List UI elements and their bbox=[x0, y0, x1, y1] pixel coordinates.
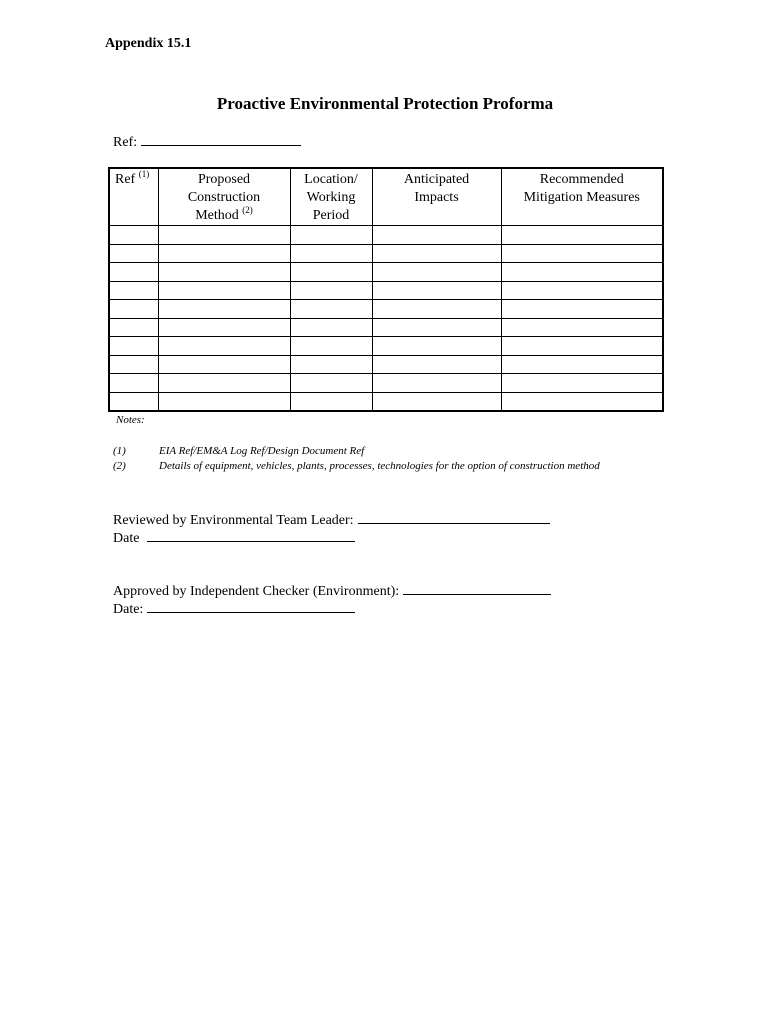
table-cell[interactable] bbox=[501, 392, 663, 411]
table-cell[interactable] bbox=[109, 355, 158, 374]
table-cell[interactable] bbox=[501, 244, 663, 263]
table-body bbox=[109, 226, 663, 412]
note-number: (1) bbox=[113, 445, 126, 457]
column-header-anticipated-impacts: Anticipated Impacts bbox=[372, 168, 501, 226]
table-cell[interactable] bbox=[290, 263, 372, 282]
table-cell[interactable] bbox=[372, 300, 501, 319]
review-date-input-line[interactable] bbox=[147, 529, 355, 542]
table-cell[interactable] bbox=[501, 281, 663, 300]
note-number: (2) bbox=[113, 460, 126, 472]
review-date-label: Date bbox=[113, 531, 140, 546]
table-cell[interactable] bbox=[290, 244, 372, 263]
approval-date-label: Date: bbox=[113, 602, 144, 617]
footnote-marker-1: (1) bbox=[138, 169, 150, 179]
table-cell[interactable] bbox=[158, 392, 290, 411]
table-cell[interactable] bbox=[109, 263, 158, 282]
column-header-construction-method: Proposed Construction Method $^{(2)}$ bbox=[158, 168, 290, 226]
table-row bbox=[109, 226, 663, 245]
table-row bbox=[109, 263, 663, 282]
table-cell[interactable] bbox=[290, 355, 372, 374]
approval-date-field bbox=[113, 600, 355, 618]
table-row bbox=[109, 244, 663, 263]
table-cell[interactable] bbox=[109, 318, 158, 337]
table-cell[interactable] bbox=[372, 244, 501, 263]
table-cell[interactable] bbox=[290, 392, 372, 411]
table-cell[interactable] bbox=[501, 355, 663, 374]
table-cell[interactable] bbox=[109, 374, 158, 393]
table-cell[interactable] bbox=[158, 226, 290, 245]
table-cell[interactable] bbox=[501, 318, 663, 337]
note-text: EIA Ref/EM&A Log Ref/Design Document Ref bbox=[159, 445, 365, 457]
approved-by-input-line[interactable] bbox=[403, 582, 551, 595]
table-cell[interactable] bbox=[372, 318, 501, 337]
ref-input-line[interactable] bbox=[141, 133, 301, 146]
note-text: Details of equipment, vehicles, plants, processes, technologies for the option of construction method bbox=[159, 460, 600, 472]
table-cell[interactable] bbox=[372, 337, 501, 356]
table-cell[interactable] bbox=[501, 263, 663, 282]
table-cell[interactable] bbox=[109, 281, 158, 300]
table-cell[interactable] bbox=[372, 263, 501, 282]
notes-title: Notes: bbox=[116, 414, 145, 426]
column-header-mitigation-measures: Recommended Mitigation Measures bbox=[501, 168, 663, 226]
page-title: Proactive Environmental Protection Proforma bbox=[216, 94, 554, 113]
table-row bbox=[109, 392, 663, 411]
table-row bbox=[109, 281, 663, 300]
table-row bbox=[109, 300, 663, 319]
table-cell[interactable] bbox=[372, 392, 501, 411]
table-cell[interactable] bbox=[501, 337, 663, 356]
table-cell[interactable] bbox=[372, 355, 501, 374]
table-cell[interactable] bbox=[290, 300, 372, 319]
table-cell[interactable] bbox=[158, 244, 290, 263]
table-cell[interactable] bbox=[290, 281, 372, 300]
table-row bbox=[109, 355, 663, 374]
table-row bbox=[109, 318, 663, 337]
table-cell[interactable] bbox=[501, 300, 663, 319]
table-cell[interactable] bbox=[290, 337, 372, 356]
table-cell[interactable] bbox=[158, 318, 290, 337]
table-cell[interactable] bbox=[158, 300, 290, 319]
table-cell[interactable] bbox=[372, 226, 501, 245]
table-header-row bbox=[109, 168, 663, 226]
approved-by-field bbox=[113, 582, 551, 600]
appendix-label: Appendix 15.1 bbox=[105, 36, 192, 51]
table-cell[interactable] bbox=[109, 392, 158, 411]
ref-field bbox=[113, 133, 301, 151]
column-header-location-working-period: Location/ Working Period bbox=[290, 168, 372, 226]
table-cell[interactable] bbox=[158, 337, 290, 356]
table-cell[interactable] bbox=[109, 226, 158, 245]
reviewed-by-input-line[interactable] bbox=[358, 511, 550, 524]
approved-by-label: Approved by Independent Checker (Environment): bbox=[113, 584, 400, 599]
reviewed-by-label: Reviewed by Environmental Team Leader: bbox=[113, 513, 354, 528]
table-cell[interactable] bbox=[109, 244, 158, 263]
ref-label: Ref: bbox=[113, 135, 138, 150]
table-cell[interactable] bbox=[109, 300, 158, 319]
table-cell[interactable] bbox=[290, 318, 372, 337]
table-cell[interactable] bbox=[290, 374, 372, 393]
column-header-ref: Ref $^{(1)}$ bbox=[109, 168, 158, 226]
table-cell[interactable] bbox=[158, 281, 290, 300]
table-cell[interactable] bbox=[501, 374, 663, 393]
table-cell[interactable] bbox=[158, 374, 290, 393]
table-cell[interactable] bbox=[158, 263, 290, 282]
table-cell[interactable] bbox=[372, 281, 501, 300]
table-cell[interactable] bbox=[109, 337, 158, 356]
reviewed-by-field bbox=[113, 511, 550, 529]
table-cell[interactable] bbox=[158, 355, 290, 374]
table-cell[interactable] bbox=[501, 226, 663, 245]
table-row bbox=[109, 374, 663, 393]
proforma-table bbox=[108, 167, 664, 412]
review-date-field bbox=[113, 529, 355, 547]
table-row bbox=[109, 337, 663, 356]
approval-date-input-line[interactable] bbox=[147, 600, 355, 613]
footnote-marker-2: (2) bbox=[242, 205, 253, 215]
table-cell[interactable] bbox=[290, 226, 372, 245]
table-cell[interactable] bbox=[372, 374, 501, 393]
